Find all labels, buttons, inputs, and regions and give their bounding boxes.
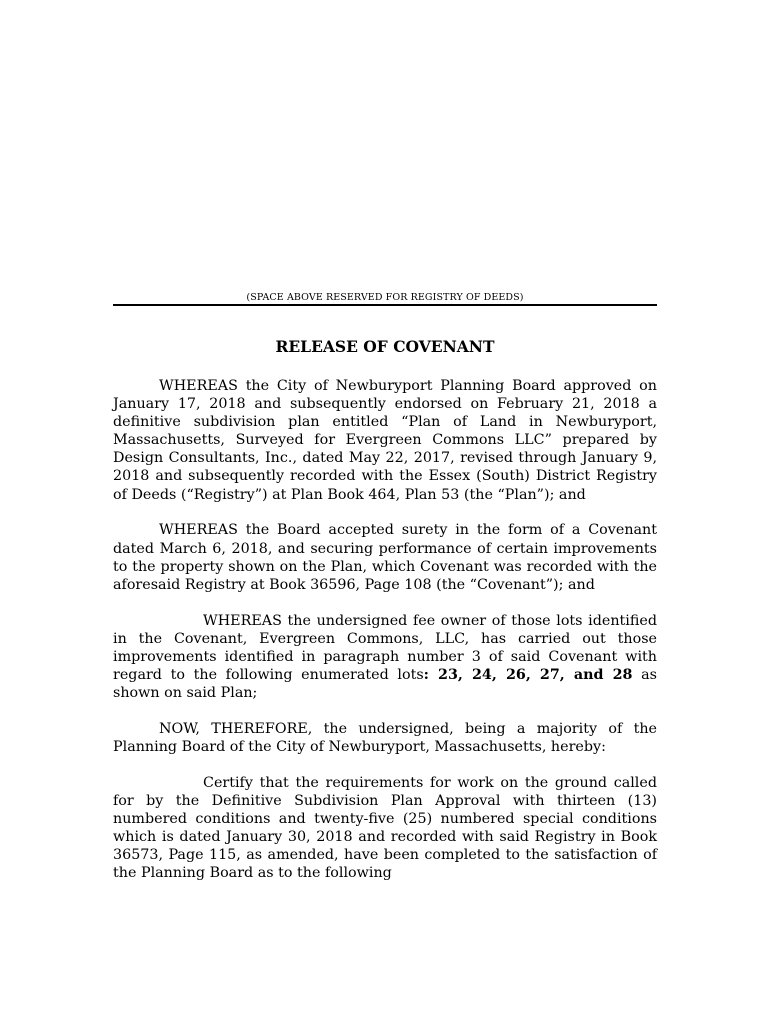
paragraph-whereas-improvements	[113, 612, 657, 702]
paragraph-whereas-plan: WHEREAS the City of Newburyport Planning Board approved on January 17, 2018 and subsequently endorsed on February 21, 2018 a definitive subdivision plan entitled “Plan of Land in Newburyport, Massachusetts, Surveyed for Evergreen Commons LLC” prepared by Design Consultants, Inc., dated May 22, 2017, revised through January 9, 2018 and subsequently recorded with the Essex (South) District Registry of Deeds (“Registry”) at Plan Book 464, Plan 53 (the “Plan”); and	[113, 378, 657, 503]
paragraph-certify: Certify that the requirements for work on the ground called for by the Definitive Subdivision Plan Approval with thirteen (13) numbered conditions and twenty-five (25) numbered special conditions which is dated January 30, 2018 and recorded with said Registry in Book 36573, Page 115, as amended, have been completed to the satisfaction of the Planning Board as to the following	[113, 774, 657, 882]
header-rule	[113, 304, 657, 306]
improvements-tail: as shown on said Plan;	[113, 666, 658, 701]
registry-reserved-note: (SPACE ABOVE RESERVED FOR REGISTRY OF DEEDS)	[246, 292, 524, 303]
document-body	[113, 377, 657, 900]
document-title: RELEASE OF COVENANT	[275, 337, 495, 356]
paragraph-now-therefore: NOW, THEREFORE, the undersigned, being a majority of the Planning Board of the City of Newburyport, Massachusetts, hereby:	[113, 720, 657, 755]
improvements-text: WHEREAS the undersigned fee owner of those lots identified in the Covenant, Evergreen Commons, LLC, has carried out those improvements identified in paragraph number 3 of said Covenant with regard to the following enumerated lots	[113, 612, 657, 683]
enumerated-lots: : 23, 24, 26, 27, and 28	[423, 666, 633, 683]
paragraph-whereas-surety: WHEREAS the Board accepted surety in the form of a Covenant dated March 6, 2018, and securing performance of certain improvements to the property shown on the Plan, which Covenant was recorded with the aforesaid Registry at Book 36596, Page 108 (the “Covenant”); and	[113, 522, 657, 593]
